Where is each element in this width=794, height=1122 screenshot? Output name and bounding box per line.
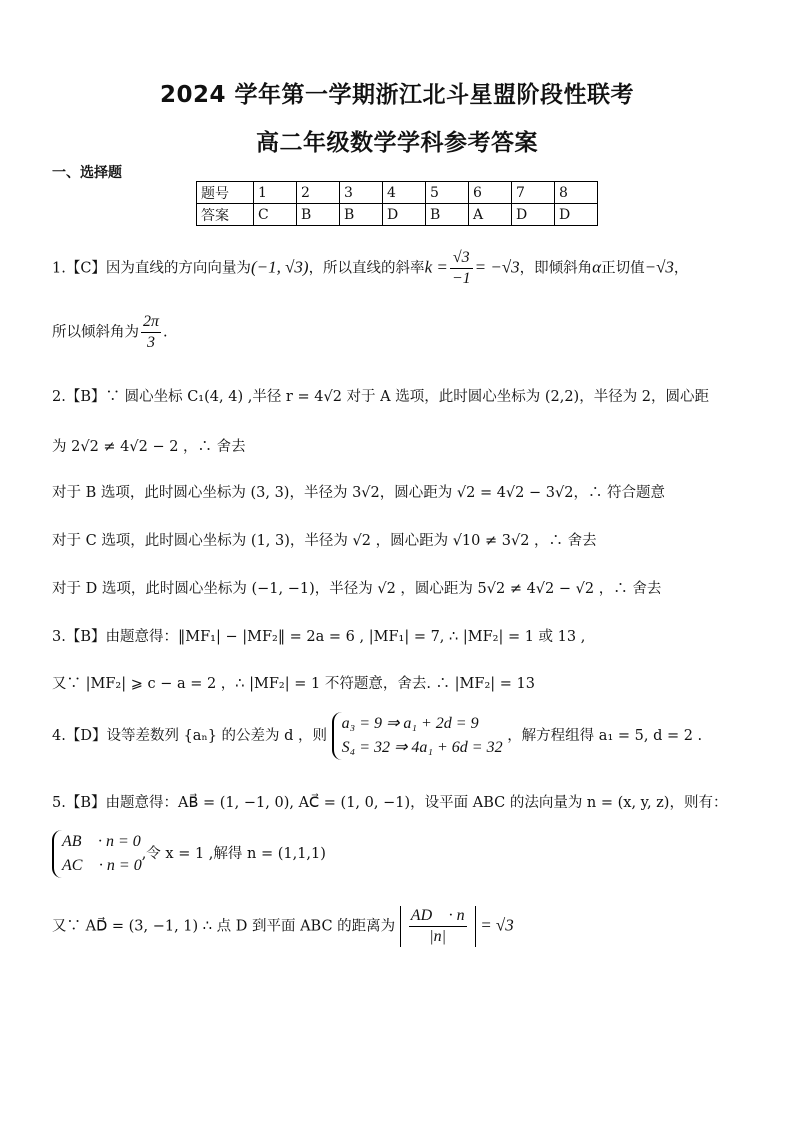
table-cell: B — [340, 204, 383, 226]
q1-text: 所以倾斜角为 — [52, 324, 139, 341]
table-cell: 8 — [555, 182, 598, 204]
q4-equation: a₃ = 9 ⇒ a₁ + 2d = 9 — [341, 715, 479, 732]
table-cell: 5 — [426, 182, 469, 204]
q5-line2 — [52, 830, 754, 878]
q5-distance-abs — [400, 906, 476, 947]
table-cell: D — [512, 204, 555, 226]
q1-text: ，即倾斜角 — [519, 260, 593, 277]
q1-text: 正切值 — [601, 260, 645, 277]
document-title: 2024 学年第一学期浙江北斗星盟阶段性联考 — [159, 82, 635, 108]
section-heading-choice: 一、选择题 — [52, 165, 122, 181]
q1-alpha: α — [592, 257, 602, 277]
table-cell: 6 — [469, 182, 512, 204]
table-cell: 7 — [512, 182, 555, 204]
table-cell: A — [469, 204, 512, 226]
document-subtitle: 高二年级数学学科参考答案 — [256, 130, 538, 156]
table-cell: 3 — [340, 182, 383, 204]
q1-text: 1.【C】因为直线的方向向量为 — [52, 260, 251, 277]
table-cell: D — [555, 204, 598, 226]
table-row-label: 答案 — [197, 204, 254, 226]
q5-equation: AB⃗ · n = 0 — [62, 833, 141, 850]
q4-text: ，解方程组得 a₁ = 5, d = 2 . — [507, 728, 703, 744]
table-row-answers — [197, 204, 598, 226]
q1-fraction: $\frac{√3}{-1}$ — [451, 249, 471, 287]
q1-result: = −√3 — [474, 257, 520, 277]
q5-equation: AC⃗ · n = 0 — [62, 857, 142, 874]
table-cell: D — [383, 204, 426, 226]
table-row-numbers — [197, 182, 598, 204]
q1-angle-fraction: $\frac{2\pi}{3}$ — [143, 313, 160, 351]
q5-fraction: $\frac{AD⃗ \cdot n}{|n|}$ — [410, 907, 465, 945]
q4-line — [52, 712, 754, 760]
q1-slope-var: k = — [424, 257, 448, 277]
q1-text: ，所以直线的斜率 — [308, 260, 425, 277]
q5-equation-system — [52, 830, 142, 878]
table-cell: 1 — [254, 182, 297, 204]
table-row-label: 题号 — [197, 182, 254, 204]
table-cell: 4 — [383, 182, 426, 204]
q5-text: ,令 x = 1 ,解得 n = (1,1,1) — [141, 846, 326, 862]
q4-text: 4.【D】设等差数列 {aₙ} 的公差为 d ，则 — [52, 728, 328, 744]
table-cell: C — [254, 204, 297, 226]
answer-table — [196, 181, 598, 226]
q1-text: ， — [673, 260, 689, 277]
table-cell: B — [426, 204, 469, 226]
q2-line3: 对于 B 选项，此时圆心坐标为 (3, 3)，半径为 3√2，圆心距为 √2 = 4√2 − 3√2，∴ 符合题意 — [52, 485, 666, 501]
table-cell: B — [297, 204, 340, 226]
q2-line5: 对于 D 选项，此时圆心坐标为 (−1, −1)，半径为 √2 ，圆心距为 5√2 ≠ 4√2 − √2 ，∴ 舍去 — [52, 581, 662, 597]
table-cell: 2 — [297, 182, 340, 204]
q2-line4: 对于 C 选项，此时圆心坐标为 (1, 3)，半径为 √2 ，圆心距为 √10 ≠ 3√2 ，∴ 舍去 — [52, 533, 597, 549]
q2-line2: 为 2√2 ≠ 4√2 − 2 ，∴ 舍去 — [52, 439, 246, 455]
q1-line2 — [52, 312, 754, 353]
q1-value: −√3 — [644, 257, 674, 277]
q2-line1: 2.【B】∵ 圆心坐标 C₁(4, 4) ,半径 r = 4√2 对于 A 选项，此时圆心坐标为 (2,2)，半径为 2，圆心距 — [52, 389, 710, 405]
q5-result: = √3 — [480, 915, 514, 935]
q1-line1 — [52, 248, 754, 289]
q4-equation-system — [332, 712, 503, 760]
q3-line1: 3.【B】由题意得：‖MF₁| − |MF₂‖ = 2a = 6 , |MF₁| = 7, ∴ |MF₂| = 1 或 13 , — [52, 629, 586, 645]
q1-text: . — [163, 324, 168, 341]
q5-line1: 5.【B】由题意得：AB⃗ = (1, −1, 0), AC⃗ = (1, 0, −1)，设平面 ABC 的法向量为 n = (x, y, z)，则有： — [52, 795, 728, 811]
q4-equation: S₄ = 32 ⇒ 4a₁ + 6d = 32 — [341, 739, 503, 756]
q3-line2: 又∵ |MF₂| ⩾ c − a = 2 ，∴ |MF₂| = 1 不符题意，舍去. ∴ |MF₂| = 13 — [52, 676, 535, 692]
q5-text: 又∵ AD⃗ = (3, −1, 1) ∴ 点 D 到平面 ABC 的距离为 — [52, 918, 396, 935]
q5-line3 — [52, 906, 754, 947]
q1-vector: (−1, √3) — [250, 257, 309, 277]
